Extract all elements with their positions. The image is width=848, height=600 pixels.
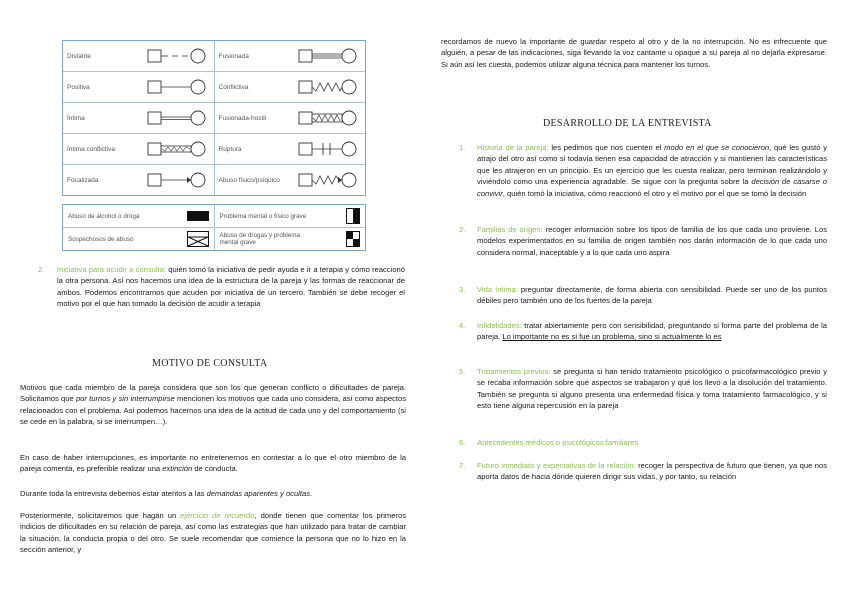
legend-label: Abuso de drogas y problema mental grave <box>219 232 301 246</box>
list-number: 2. <box>459 225 466 234</box>
emphasis-text: decisión de casarse o convivir <box>477 177 827 198</box>
text-run: mencionen los motivos que cada uno considera, así como aspectos relacionados con el problema. Así podemos hacernos una idea de la actitud de cada uno y del comportamiento (si se cede en la palabra, si se interrumpen…). <box>20 394 406 427</box>
legend-cell <box>63 103 214 133</box>
section-heading: MOTIVO DE CONSULTA <box>152 358 268 369</box>
legend-cell <box>63 165 214 195</box>
legend-label: Distante <box>67 52 91 60</box>
list-item-title: Antecedentes médicos o psicológicos familiares <box>477 438 639 447</box>
legend-cell <box>214 205 366 227</box>
list-item-family-antecedents <box>477 437 827 448</box>
list-number: 5. <box>459 367 466 376</box>
list-item-initiative <box>57 264 405 310</box>
legend-label: Abuso físico/psíquico <box>218 176 280 184</box>
list-item-intimate-life <box>477 284 827 307</box>
legend-cell <box>214 41 366 71</box>
legend-cell <box>63 205 214 227</box>
fused-hostile-relation-symbol <box>295 109 361 127</box>
text-run: En caso de haber interrupciones, es importante no entretenernos en contestar a lo que el otro miembro de la pareja comenta, es preferible realizar una <box>20 453 406 474</box>
condition-legend-table <box>62 204 366 251</box>
legend-cell <box>214 134 366 164</box>
legend-row <box>63 228 365 250</box>
conflictive-relation-symbol <box>295 78 361 96</box>
legend-label: Problema mental o físico grave <box>219 212 307 220</box>
list-item-text: recoger la perspectiva de futuro que tienen, ya que nos aporta datos de hacia dónde quieren dirigir sus vidas, y por tanto, su relación <box>477 461 828 482</box>
list-number: 3. <box>459 285 466 294</box>
list-item-infidelities <box>477 320 827 343</box>
legend-label: Sospechosos de abuso <box>68 235 134 243</box>
legend-label: Íntima conflictiva <box>67 145 116 153</box>
list-number: 4. <box>459 321 466 330</box>
paragraph <box>20 452 406 475</box>
legend-row <box>63 134 365 165</box>
rupture-relation-symbol <box>295 140 361 158</box>
emphasis-text: ejercicio de recuerdo <box>180 511 255 520</box>
legend-cell <box>214 165 366 195</box>
list-item-text: quién tomó la iniciativa de pedir ayuda e ir a terapia y cómo reaccionó la otra persona. Así nos hacemos una idea de la estructura de la pareja y las formas de reaccionar de ambos. Podemos encontrarnos que acuden por iniciativa de un tercero. También se debe recoger el motivo por el que han tomado la decisión de acudir a terapia <box>57 265 406 309</box>
list-number: 1. <box>459 143 466 152</box>
list-item-title: Iniciativa para acudir a consulta: <box>57 265 166 274</box>
paragraph <box>20 510 406 556</box>
suspected-abuse-symbol <box>187 231 209 247</box>
legend-label: Conflictiva <box>218 83 249 91</box>
underlined-text: Lo importante no es si fue un problema, sino si actualmente lo es <box>502 332 722 342</box>
text-run: de conducta. <box>192 464 238 474</box>
paragraph: recordamos de nuevo la importante de guardar respeto al otro y de la no interrupción. No es infrecuente que alguien, a pesar de las indicaciones, siga llevando la voz cantante u opaque a su pareja al no dejarla expresarse. Si aún así les cuesta, podemos utilizar alguna técnica para mantener los turnos. <box>441 37 827 69</box>
list-item-text: tratar abiertamente pero con sensibilidad, preguntando si forma parte del problema de la pareja. <box>477 321 827 342</box>
list-item-title: Historia de la pareja: <box>477 143 549 152</box>
list-item-text: preguntar directamente, de forma abierta con sensibilidad. Puede ser uno de los puntos débiles pero también uno de los fuertes de la pareja <box>477 285 828 306</box>
legend-label: Positiva <box>67 83 90 91</box>
text-run: , qué les gustó y atrajo del otro así como si todavía tienen esa capacidad de atracción y si mantienen las características que les atrajeron en un principio. Es un ejercicio que les cuesta realizar, pero terminan realizándolo y viviéndolo como una experiencia agradable. Se sigue con la pregunta sobre la <box>477 143 827 187</box>
relationship-legend-table <box>62 40 366 196</box>
list-item-title: Futuro inmediato y expectativas de la relación: <box>477 461 636 470</box>
legend-cell <box>63 228 214 250</box>
text-run: . <box>310 489 313 498</box>
emphasis-text: demandas aparentes y ocultas <box>206 489 311 498</box>
intimate-conflictive-relation-symbol <box>144 140 210 158</box>
paragraph <box>20 382 406 428</box>
alcohol-drug-abuse-symbol <box>187 211 209 221</box>
legend-row <box>63 205 365 228</box>
emphasis-text: por turnos y sin interrumpirse <box>75 394 175 404</box>
list-item-text: se pregunta si han tenido tratamiento psicológico o psicofarmacológico previo y se recaba información sobre qué aspectos se trabajaron y qué los llevó a la disolución del tratamiento. También se pregunta si alguno presenta una enfermedad física y toma tratamiento farmacológico, y si esto tiene alguna repercusión en la pareja <box>477 367 828 411</box>
legend-cell <box>214 72 366 102</box>
legend-label: Ruptura <box>218 145 242 153</box>
list-item-title: Tratamientos previos: <box>477 367 551 376</box>
legend-cell <box>214 103 366 133</box>
list-item-title: Familias de origen: <box>477 225 543 234</box>
paragraph <box>20 488 406 499</box>
list-number: 7. <box>459 461 466 470</box>
list-item-text: recoger información sobre los tipos de familia de los que cada uno proviene. Los modelos experimentados en su familia de origen también nos darán información de lo que cada uno considera normal, inaceptable y a lo que cada uno aspira <box>477 225 827 257</box>
legend-row <box>63 41 365 72</box>
text-run: , quién tomó la iniciativa, cómo reaccionó el otro y el motivo por el que se tomó la decisión <box>502 188 807 198</box>
focused-relation-symbol <box>144 171 210 189</box>
drug-and-mental-problem-symbol <box>346 231 360 247</box>
distant-relation-symbol <box>144 47 210 65</box>
section-heading: DESARROLLO DE LA ENTREVISTA <box>543 118 712 129</box>
legend-label: Fusionada-hostil <box>218 114 267 122</box>
list-item-title: Vida íntima: <box>477 285 518 294</box>
legend-label: Abuso de alcohol o droga <box>68 212 140 220</box>
abuse-relation-symbol <box>295 171 361 189</box>
list-item-couple-history <box>477 142 827 199</box>
list-number: 6. <box>459 438 466 447</box>
fused-relation-symbol <box>295 47 361 65</box>
list-item-title: Infidelidades: <box>477 321 522 330</box>
text-run: Durante toda la entrevista debemos estar atentos a las <box>20 489 207 498</box>
list-item-families <box>477 224 827 258</box>
list-item-previous-treatments <box>477 366 827 412</box>
legend-cell <box>63 72 214 102</box>
list-item-future-expectations <box>477 460 827 483</box>
text-run: les pedimos que nos cuenten el <box>548 143 665 152</box>
legend-cell <box>63 41 214 71</box>
legend-cell <box>63 134 214 164</box>
emphasis-text: modo en el que se conocieron <box>664 143 770 152</box>
legend-row <box>63 72 365 103</box>
legend-label: Fusionada <box>218 52 249 60</box>
positive-relation-symbol <box>144 78 210 96</box>
text-run: Posteriormente, solicitaremos que hagan un <box>20 511 181 520</box>
legend-row <box>63 165 365 195</box>
intimate-relation-symbol <box>144 109 210 127</box>
emphasis-text: extinción <box>162 464 193 474</box>
legend-label: Focalizada <box>67 176 99 184</box>
text-run: , donde tienen que comentar los primeros indicios de dificultades en su relación de pareja, así como las estrategias que han utilizado para tratar de cambiar la situación, la conducta propia o del otro. Se suele recomendar que comience la persona que no lo hizo en la sección anterior, y <box>20 511 406 555</box>
list-number: 2. <box>38 265 45 274</box>
legend-label: Íntima <box>67 114 85 122</box>
legend-row <box>63 103 365 134</box>
mental-physical-problem-symbol <box>346 208 360 224</box>
text-run: Motivos que cada miembro de la pareja considera que son los que generan conflicto o dificultades de pareja. Solicitamos que <box>20 383 406 404</box>
legend-cell <box>214 228 366 250</box>
